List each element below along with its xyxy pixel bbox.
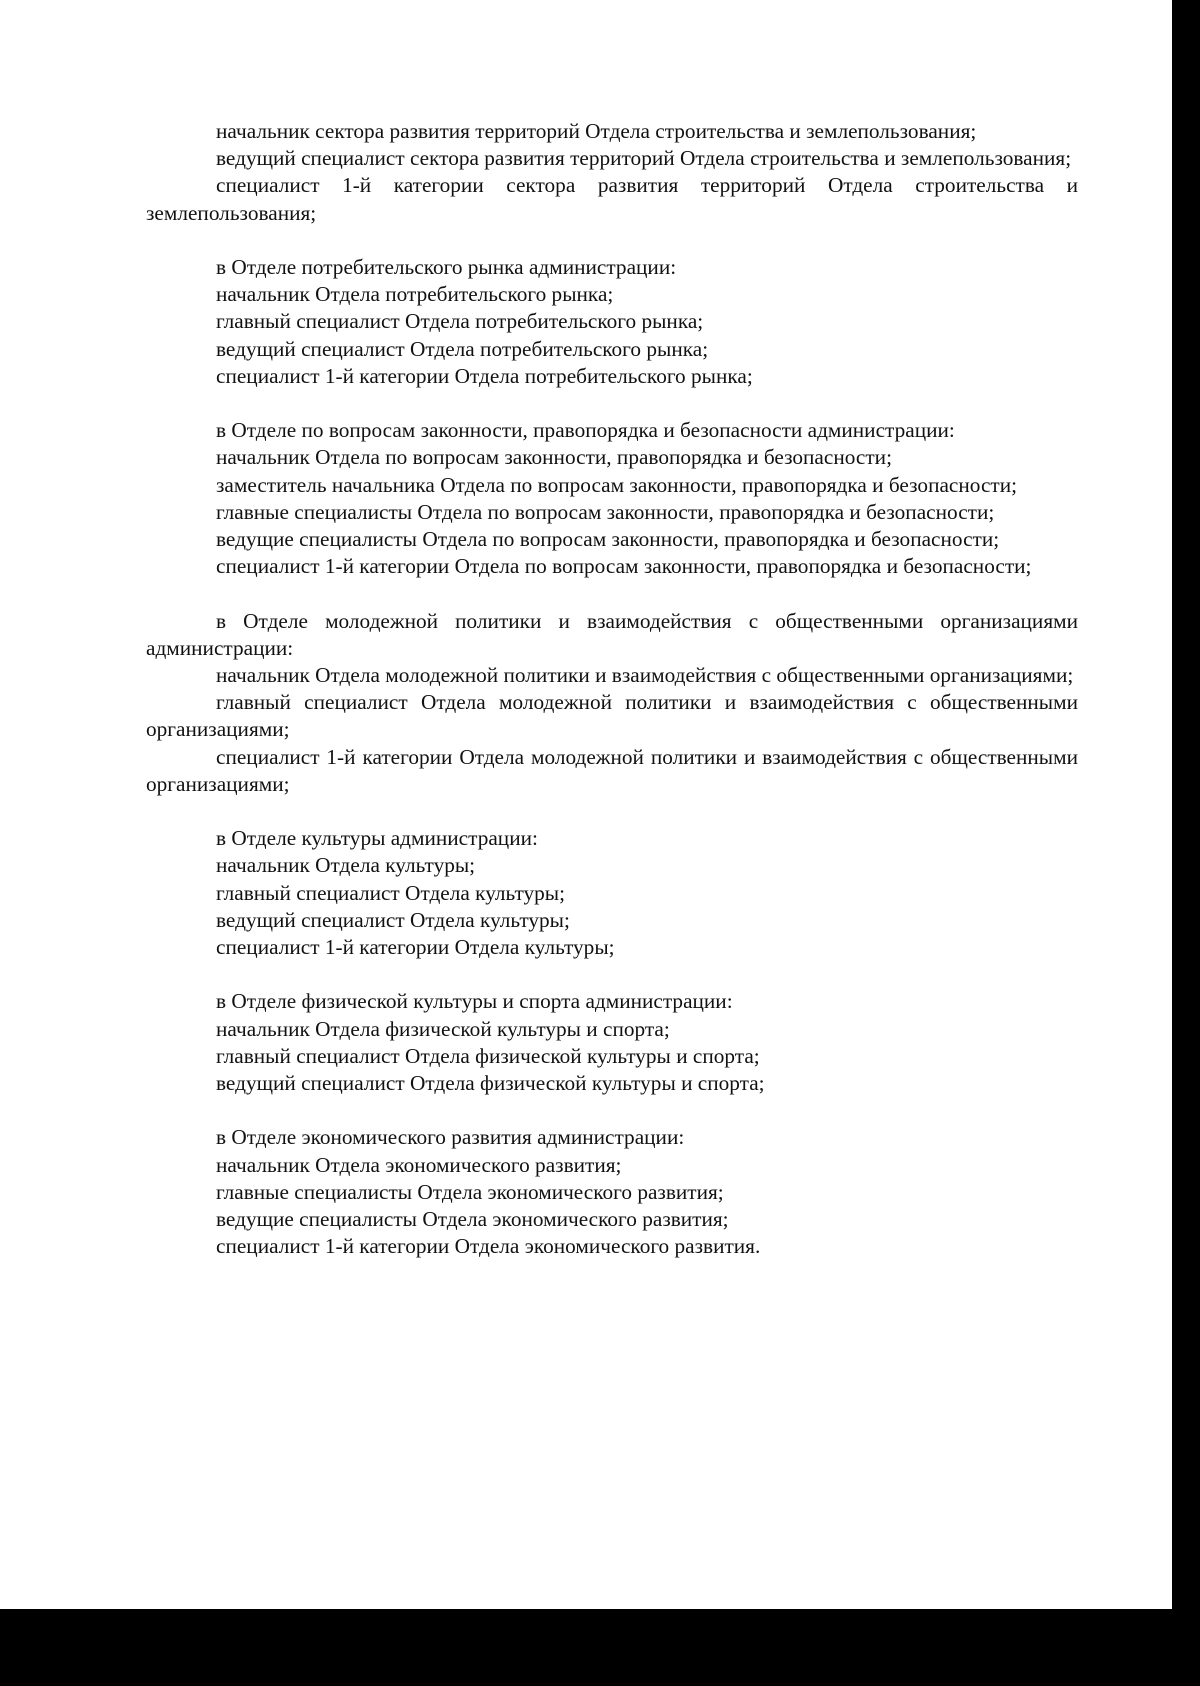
paragraph: начальник Отдела культуры; xyxy=(216,853,476,878)
section-youth-policy xyxy=(146,608,1078,798)
paragraph: главный специалист Отдела потребительского рынка; xyxy=(216,309,704,334)
section-sports xyxy=(146,988,1078,1097)
paragraph: ведущий специалист Отдела физической культуры и спорта; xyxy=(216,1071,765,1096)
section-culture xyxy=(146,825,1078,961)
paragraph: специалист 1-й категории Отдела потребительского рынка; xyxy=(216,363,753,388)
paragraph: начальник Отдела физической культуры и спорта; xyxy=(216,1016,670,1041)
paragraph: главные специалисты Отдела по вопросам законности, правопорядка и безопасности; xyxy=(216,499,995,524)
section-heading: в Отделе физической культуры и спорта администрации: xyxy=(216,989,733,1014)
paragraph: специалист 1-й категории Отдела по вопросам законности, правопорядка и безопасности; xyxy=(216,554,1032,579)
section-heading: в Отделе молодежной политики и взаимодействия с общественными организациями администрации: xyxy=(146,608,1078,660)
paragraph: ведущие специалисты Отдела по вопросам законности, правопорядка и безопасности; xyxy=(216,527,1000,552)
section-law-and-order xyxy=(146,417,1078,580)
paragraph: специалист 1-й категории Отдела экономического развития. xyxy=(216,1234,761,1259)
paragraph: начальник Отдела потребительского рынка; xyxy=(216,282,614,307)
paragraph: ведущие специалисты Отдела экономического развития; xyxy=(216,1207,729,1232)
paragraph: начальник Отдела молодежной политики и взаимодействия с общественными организациями; xyxy=(216,663,1074,688)
paragraph: начальник сектора развития территорий Отдела строительства и землепользования; xyxy=(216,119,977,143)
document-body xyxy=(146,118,1078,1260)
paragraph: главный специалист Отдела молодежной политики и взаимодействия с общественными организациями; xyxy=(146,690,1078,742)
section-heading: в Отделе потребительского рынка администрации: xyxy=(216,255,677,279)
paragraph: ведущий специалист Отдела потребительского рынка; xyxy=(216,336,709,361)
scan-border-bottom xyxy=(0,1609,1200,1686)
paragraph: начальник Отдела по вопросам законности, правопорядка и безопасности; xyxy=(216,445,892,470)
paragraph: специалист 1-й категории Отдела культуры; xyxy=(216,935,615,960)
section-heading: в Отделе культуры администрации: xyxy=(216,826,538,851)
scan-border-right xyxy=(1172,0,1200,1686)
section-heading: в Отделе экономического развития администрации: xyxy=(216,1125,685,1150)
paragraph: главный специалист Отдела физической культуры и спорта; xyxy=(216,1043,760,1068)
paragraph: специалист 1-й категории Отдела молодежной политики и взаимодействия с общественными организациями; xyxy=(146,744,1078,796)
paragraph: главный специалист Отдела культуры; xyxy=(216,880,565,905)
section-economic-development xyxy=(146,1124,1078,1260)
section-construction xyxy=(146,118,1078,227)
paragraph: заместитель начальника Отдела по вопросам законности, правопорядка и безопасности; xyxy=(216,472,1018,497)
paragraph: ведущий специалист сектора развития территорий Отдела строительства и землепользования; xyxy=(216,146,1072,171)
section-consumer-market xyxy=(146,254,1078,390)
paragraph: главные специалисты Отдела экономического развития; xyxy=(216,1179,724,1204)
paragraph: ведущий специалист Отдела культуры; xyxy=(216,907,570,932)
section-heading: в Отделе по вопросам законности, правопорядка и безопасности администрации: xyxy=(216,418,955,443)
paragraph: специалист 1-й категории сектора развития территорий Отдела строительства и землепользования; xyxy=(146,173,1078,225)
paragraph: начальник Отдела экономического развития; xyxy=(216,1152,622,1177)
